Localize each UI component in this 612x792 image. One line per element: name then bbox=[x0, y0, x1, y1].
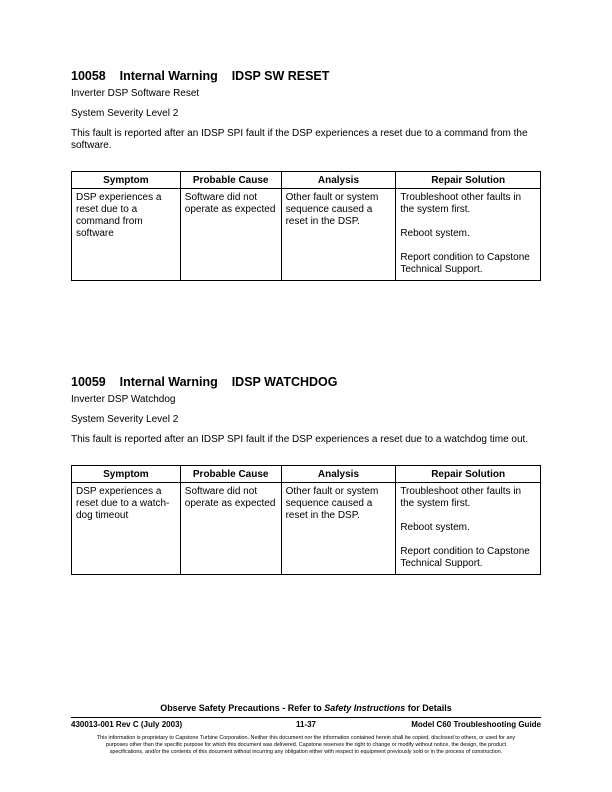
header-repair-solution: Repair Solution bbox=[396, 466, 541, 483]
cell-line: Troubleshoot other faults in bbox=[400, 192, 522, 203]
cell-analysis bbox=[281, 483, 396, 575]
cell-symptom bbox=[72, 189, 181, 281]
page-number: 11-37 bbox=[295, 720, 317, 729]
header-symptom: Symptom bbox=[72, 466, 181, 483]
header-analysis: Analysis bbox=[281, 172, 396, 189]
cell-line: command from bbox=[76, 216, 143, 227]
repair-step bbox=[400, 192, 536, 216]
fault-severity: System Severity Level 2 bbox=[71, 414, 179, 425]
cell-line: reset in the DSP. bbox=[285, 216, 360, 227]
cell-line: Report condition to Capstone bbox=[400, 252, 530, 263]
footer-divider bbox=[71, 717, 541, 718]
cell-line: reset due to a bbox=[76, 204, 138, 215]
cell-line: Software did not bbox=[184, 486, 258, 497]
repair-step bbox=[400, 546, 536, 570]
table-header-row bbox=[72, 172, 541, 189]
safety-instructions-ref: Safety Instructions bbox=[324, 703, 406, 713]
fault-title: 10058 Internal Warning IDSP SW RESET bbox=[71, 69, 330, 83]
cell-line: operate as expected bbox=[184, 498, 276, 509]
cell-line: Report condition to Capstone bbox=[400, 546, 530, 557]
fault-10058-header bbox=[71, 69, 541, 152]
repair-step bbox=[400, 228, 536, 240]
header-repair-solution: Repair Solution bbox=[396, 172, 541, 189]
safety-prefix: Observe Safety Precautions - Refer to bbox=[160, 703, 325, 713]
repair-step bbox=[400, 252, 536, 276]
header-probable-cause: Probable Cause bbox=[180, 172, 281, 189]
table-row bbox=[72, 189, 541, 281]
cell-line: reset due to a watch- bbox=[76, 498, 170, 509]
cell-line: Software did not bbox=[184, 192, 258, 203]
header-probable-cause: Probable Cause bbox=[180, 466, 281, 483]
fault-name: Inverter DSP Watchdog bbox=[71, 394, 176, 405]
header-analysis: Analysis bbox=[281, 466, 396, 483]
table-row bbox=[72, 483, 541, 575]
proprietary-disclaimer bbox=[71, 735, 541, 756]
disclaimer-line: specifications, and/or the contents of this document without incurring any obligation either with respect to equipment previously sold or in the process of construction. bbox=[109, 749, 503, 755]
fault-description-line: This fault is reported after an IDSP SPI fault if the DSP experiences a reset due to a watchdog time out. bbox=[71, 434, 529, 445]
fault-10059-header bbox=[71, 375, 541, 446]
cell-line: Reboot system. bbox=[400, 522, 470, 533]
cell-line: operate as expected bbox=[184, 204, 276, 215]
fault-description-line: This fault is reported after an IDSP SPI fault if the DSP experiences a reset due to a command from the bbox=[71, 128, 528, 139]
cell-line: Troubleshoot other faults in bbox=[400, 486, 522, 497]
fault-severity: System Severity Level 2 bbox=[71, 108, 179, 119]
repair-step bbox=[400, 486, 536, 510]
cell-line: Other fault or system bbox=[285, 486, 379, 497]
cell-symptom bbox=[72, 483, 181, 575]
cell-probable-cause bbox=[180, 189, 281, 281]
header-symptom: Symptom bbox=[72, 172, 181, 189]
cell-probable-cause bbox=[180, 483, 281, 575]
disclaimer-line: purposes other than the specific purpose for which this document was delivered. Capstone reserves the right to change or modify without notice, the design, the product bbox=[105, 742, 507, 748]
fault-10058-table bbox=[71, 171, 541, 281]
cell-line: sequence caused a bbox=[285, 204, 373, 215]
cell-line: DSP experiences a bbox=[76, 486, 162, 497]
cell-line: Technical Support. bbox=[400, 558, 483, 569]
cell-line: software bbox=[76, 228, 114, 239]
cell-line: reset in the DSP. bbox=[285, 510, 360, 521]
cell-repair-solution bbox=[396, 189, 541, 281]
cell-analysis bbox=[281, 189, 396, 281]
safety-suffix: for Details bbox=[405, 703, 452, 713]
fault-description-line: software. bbox=[71, 140, 112, 151]
cell-line: Reboot system. bbox=[400, 228, 470, 239]
guide-title: Model C60 Troubleshooting Guide bbox=[411, 720, 541, 729]
cell-line: sequence caused a bbox=[285, 498, 373, 509]
fault-10059-table bbox=[71, 465, 541, 575]
cell-line: DSP experiences a bbox=[76, 192, 162, 203]
cell-line: Other fault or system bbox=[285, 192, 379, 203]
cell-line: the system first. bbox=[400, 204, 471, 215]
disclaimer-line: This information is proprietary to Capstone Turbine Corporation. Neither this document nor the information contained herein shall be copied, disclosed to others, or used for any bbox=[96, 735, 516, 741]
safety-notice bbox=[71, 703, 541, 713]
table-header-row bbox=[72, 466, 541, 483]
cell-repair-solution bbox=[396, 483, 541, 575]
cell-line: the system first. bbox=[400, 498, 471, 509]
fault-name: Inverter DSP Software Reset bbox=[71, 88, 200, 99]
doc-number: 430013-001 Rev C (July 2003) bbox=[71, 720, 183, 729]
repair-step bbox=[400, 522, 536, 534]
fault-title: 10059 Internal Warning IDSP WATCHDOG bbox=[71, 375, 338, 389]
cell-line: dog timeout bbox=[76, 510, 129, 521]
cell-line: Technical Support. bbox=[400, 264, 483, 275]
